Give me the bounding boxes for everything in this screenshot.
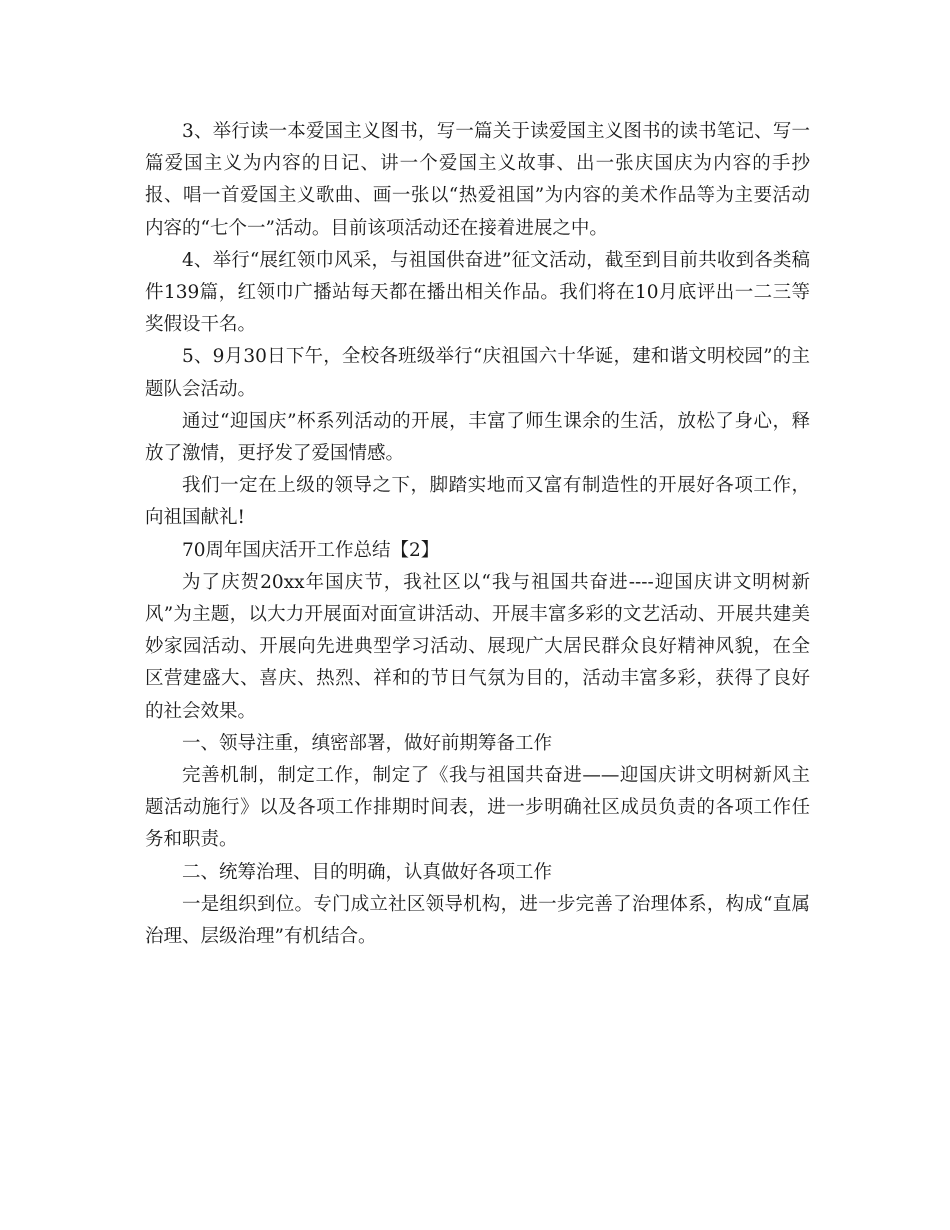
paragraph-activity-3: 3、举行读一本爱国主义图书，写一篇关于读爱国主义图书的读书笔记、写一篇爱国主义为内容的日记、讲一个爱国主义故事、出一张庆国庆为内容的手抄报、唱一首爱国主义歌曲、画一张以“热爱祖国”为内容的美术作品等为主要活动内容的“七个一”活动。目前该项活动还在接着进展之中。 — [145, 121, 810, 239]
paragraph-mechanism: 完善机制，制定工作，制定了《我与祖国共奋进——迎国庆讲文明树新风主题活动施行》以及各项工作排期时间表，进一步明确社区成员负责的各项工作任务和职责。 — [145, 765, 810, 851]
paragraph-organization: 一是组织到位。专门成立社区领导机构，进一步完善了治理体系，构成“直属治理、层级治理”有机结合。 — [145, 893, 810, 948]
paragraph-intro: 为了庆贺20xx年国庆节，我社区以“我与祖国共奋进----迎国庆讲文明树新风”为主题，以大力开展面对面宣讲活动、开展丰富多彩的文艺活动、开展共建美妙家园活动、开展向先进典型学习活动、展现广大居民群众良好精神风貌，在全区营建盛大、喜庆、热烈、祥和的节日气氛为目的，活动丰富多彩，获得了良好的社会效果。 — [145, 571, 810, 722]
paragraph-activity-4: 4、举行“展红领巾风采，与祖国供奋进”征文活动，截至到目前共收到各类稿件139篇，红领巾广播站每天都在播出相关作品。我们将在10月底评出一二三等奖假设干名。 — [145, 249, 810, 336]
heading-part-2: 二、统筹治理、目的明确，认真做好各项工作 — [182, 861, 553, 883]
paragraph-summary: 通过“迎国庆”杯系列活动的开展，丰富了师生课余的生活，放松了身心，释放了激情，更抒发了爱国情感。 — [145, 410, 810, 465]
section-title-2: 70周年国庆活开工作总结【2】 — [182, 539, 440, 561]
heading-part-1: 一、领导注重，缜密部署，做好前期筹备工作 — [182, 732, 553, 754]
document-body — [145, 116, 810, 953]
paragraph-activity-5: 5、9月30日下午，全校各班级举行“庆祖国六十华诞，建和谐文明校园”的主题队会活动。 — [145, 346, 810, 400]
paragraph-closing: 我们一定在上级的领导之下，脚踏实地而又富有制造性的开展好各项工作，向祖国献礼! — [145, 475, 810, 529]
